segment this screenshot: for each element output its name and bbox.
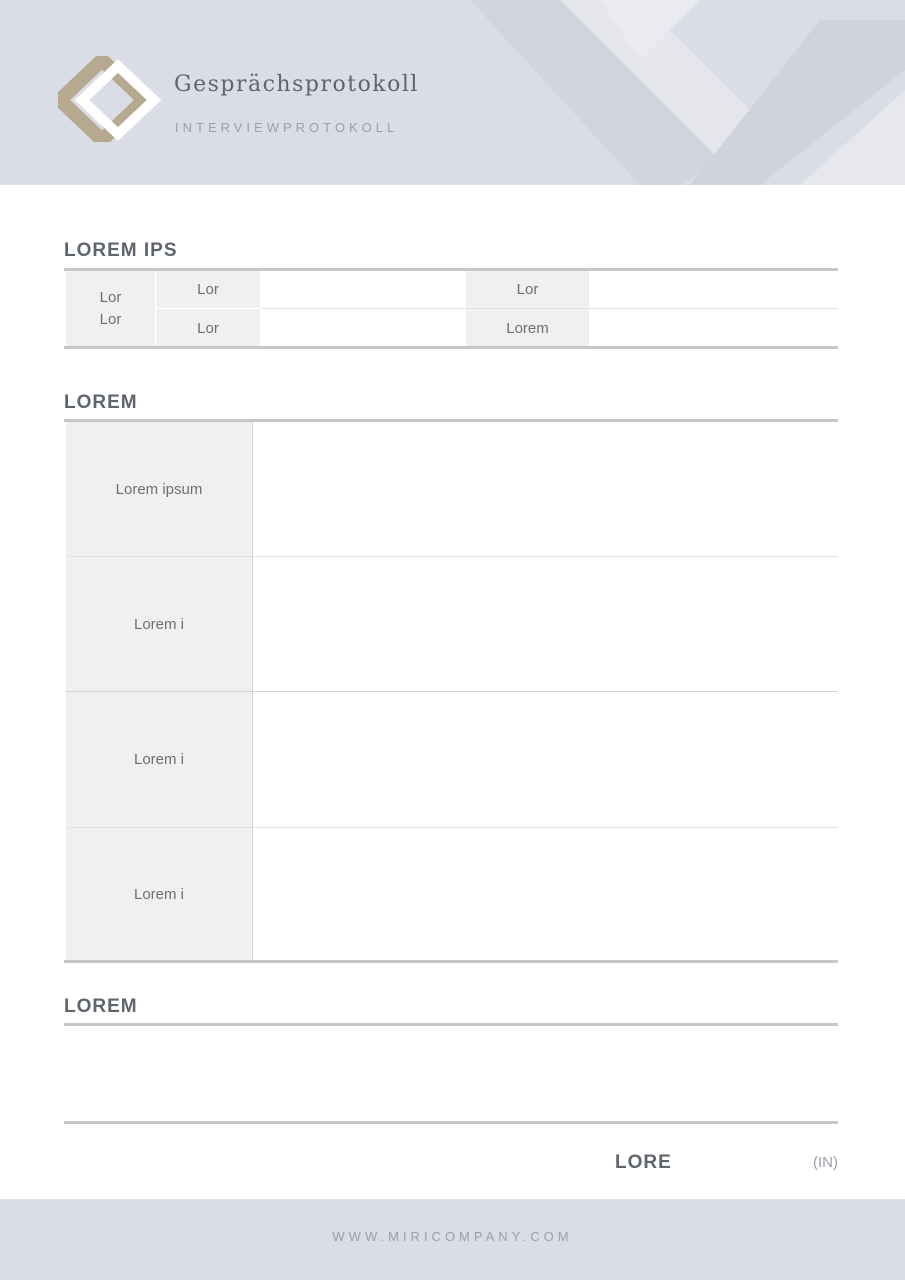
content-row-label: Lorem i <box>66 828 252 961</box>
info-row2-label-b: Lorem <box>466 309 589 347</box>
signature-label: LORE <box>615 1152 672 1173</box>
info-bottom-rule <box>64 346 838 349</box>
info-section-heading: LOREM IPS <box>64 240 178 261</box>
info-row-divider <box>261 308 838 309</box>
notes-top-rule <box>64 1023 838 1026</box>
info-row2-label-a: Lor <box>156 309 260 347</box>
content-column-divider <box>252 422 253 961</box>
header-banner <box>0 0 905 185</box>
signature-paren: (IN) <box>813 1154 838 1171</box>
document-title: Gesprächsprotokoll <box>174 72 419 97</box>
info-side-label-line1: Lor <box>99 289 122 306</box>
content-row-label: Lorem i <box>66 692 252 827</box>
footer-banner <box>0 1199 905 1280</box>
content-row-field[interactable] <box>253 422 838 556</box>
signature-field[interactable] <box>680 1148 808 1176</box>
content-bottom-rule <box>64 960 838 963</box>
content-row-field[interactable] <box>253 557 838 691</box>
company-logo <box>58 56 162 142</box>
info-row1-field-b[interactable] <box>590 271 838 308</box>
content-row-field[interactable] <box>253 692 838 827</box>
notes-field[interactable] <box>64 1027 838 1121</box>
document-subtitle: INTERVIEWPROTOKOLL <box>175 120 399 135</box>
info-row1-label-b: Lor <box>466 271 589 308</box>
notes-bottom-rule <box>64 1121 838 1124</box>
notes-section-heading: LOREM <box>64 996 138 1017</box>
info-row2-field-a[interactable] <box>261 309 465 347</box>
info-row2-field-b[interactable] <box>590 309 838 347</box>
content-row-label: Lorem i <box>66 557 252 691</box>
footer-url: WWW.MIRICOMPANY.COM <box>332 1229 573 1244</box>
content-row-field[interactable] <box>253 828 838 961</box>
info-row1-label-a: Lor <box>156 271 260 308</box>
content-section-heading: LOREM <box>64 392 138 413</box>
info-row1-field-a[interactable] <box>261 271 465 308</box>
info-side-label-line2: Lor <box>99 311 122 328</box>
info-side-label <box>66 271 155 347</box>
content-row-label: Lorem ipsum <box>66 422 252 556</box>
